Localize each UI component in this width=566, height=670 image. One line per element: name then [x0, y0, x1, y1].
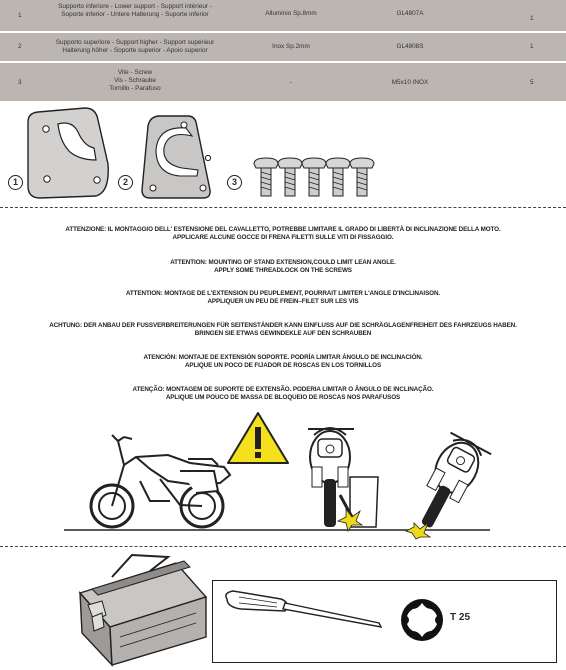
torx-size-label: T 25 — [450, 612, 471, 623]
part-description-line: Tornillo - Parafuso — [109, 85, 161, 92]
warning-line: APLIQUE UM POUCO DE MASSA DE BLOQUEIO DE ROSCAS NOS PARAFUSOS — [165, 394, 401, 402]
part-description-line: Supporto inferiore - Lower support - Support intérieur - — [58, 3, 212, 10]
part-description-line: Vite - Screw — [117, 69, 153, 76]
callout-1: 1 — [8, 175, 23, 190]
part-code: GL4808S — [396, 43, 424, 50]
motorcycle-side-icon — [91, 435, 230, 527]
part-material: - — [289, 79, 293, 86]
torx-star-icon — [399, 597, 445, 643]
warning-portuguese — [0, 386, 566, 403]
warning-italian — [0, 226, 566, 243]
warning-line: BRINGEN SIE ETWAS GEWINDEKLE AUF DEN SCHRAUBEN — [194, 330, 372, 338]
part-description-line: Soporte inferior - Untere Halterung - Suporte inferior — [61, 11, 209, 18]
warning-line: APLIQUE UN POCO DE FIJADOR DE ROSCAS EN LOS TORNILLOS — [184, 362, 382, 370]
part-material: Alluminio Sp.8mm — [265, 10, 317, 17]
callout-2: 2 — [118, 175, 133, 190]
section-divider — [0, 546, 566, 547]
table-row — [0, 33, 566, 62]
warning-triangle-icon — [228, 413, 288, 463]
part-description-line: Vis - Schraube — [114, 77, 156, 84]
warning-spanish — [0, 354, 566, 371]
screws-icon — [254, 158, 374, 196]
warning-line: APPLICARE ALCUNE GOCCE DI FRENA FILETTI SULLE VITI DI FISSAGGIO. — [172, 234, 394, 242]
motorcycle-leaning-icon — [406, 432, 491, 537]
tool-panel — [212, 580, 557, 663]
toolbox-icon — [72, 553, 212, 668]
part-number: 3 — [18, 79, 22, 86]
warning-french — [0, 290, 566, 307]
part-number: 1 — [18, 12, 22, 19]
warning-line: ATENÇÃO: MONTAGEM DE SUPORTE DE EXTENSÃO. PODERIA LIMITAR O ÂNGULO DE INCLINAÇÃO. — [132, 386, 434, 393]
warning-line: ATTENTION: MOUNTING OF STAND EXTENSION,COULD LIMIT LEAN ANGLE. — [170, 259, 396, 266]
screwdriver-icon — [221, 589, 391, 629]
part-material: Inox Sp.2mm — [272, 43, 310, 50]
upper-support-icon — [142, 116, 211, 198]
warning-line: APPLY SOME THREADLOCK ON THE SCREWS — [214, 267, 352, 275]
part-code: GL4807A — [396, 10, 424, 17]
components-illustration — [0, 102, 566, 202]
warning-line: APPLIQUER UN PEU DE FREIN–FILET SUR LES VIS — [207, 298, 359, 306]
table-row — [0, 63, 566, 102]
motorcycle-front-icon — [308, 428, 378, 531]
warning-english — [0, 259, 566, 276]
part-description-line: Supporto superiore - Support higher - Support supérieur — [55, 39, 215, 46]
part-quantity: 5 — [530, 79, 534, 86]
part-description-line: Halterung höher - Soporte superior - Apoio superior — [62, 47, 208, 54]
part-quantity: 1 — [530, 43, 534, 50]
lower-support-icon — [28, 108, 108, 198]
lean-angle-illustration — [0, 405, 566, 540]
table-row — [0, 0, 566, 32]
warning-german — [0, 322, 566, 339]
warning-line: ATTENZIONE: IL MONTAGGIO DELL' ESTENSIONE DEL CAVALLETTO, POTREBBE LIMITARE IL GRADO DI LIBERTÀ DI INCLINAZIONE DELLA MOTO. — [65, 226, 501, 233]
part-code: M5x10 INOX — [391, 79, 429, 86]
warning-line: ACHTUNG: DER ANBAU DER FUSSVERBREITERUNGEN FÜR SEITENSTÄNDER KANN EINFLUSS AUF DIE SCHRÄGLAGENFREIHEIT DES FAHRZEUGS HABEN. — [49, 322, 517, 329]
warning-line: ATENCIÓN: MONTAJE DE EXTENSIÓN SOPORTE. PODRÍA LIMITAR ÁNGULO DE INCLINACIÓN. — [143, 354, 423, 361]
part-number: 2 — [18, 43, 22, 50]
warning-line: ATTENTION: MONTAGE DE L'EXTENSION DU PEUPLEMENT, POURRAIT LIMITER L'ANGLE D'INCLINAISON. — [125, 290, 441, 297]
contact-spark-icon — [406, 523, 430, 539]
callout-3: 3 — [227, 175, 242, 190]
section-divider — [0, 207, 566, 208]
part-quantity: 1 — [530, 15, 534, 22]
